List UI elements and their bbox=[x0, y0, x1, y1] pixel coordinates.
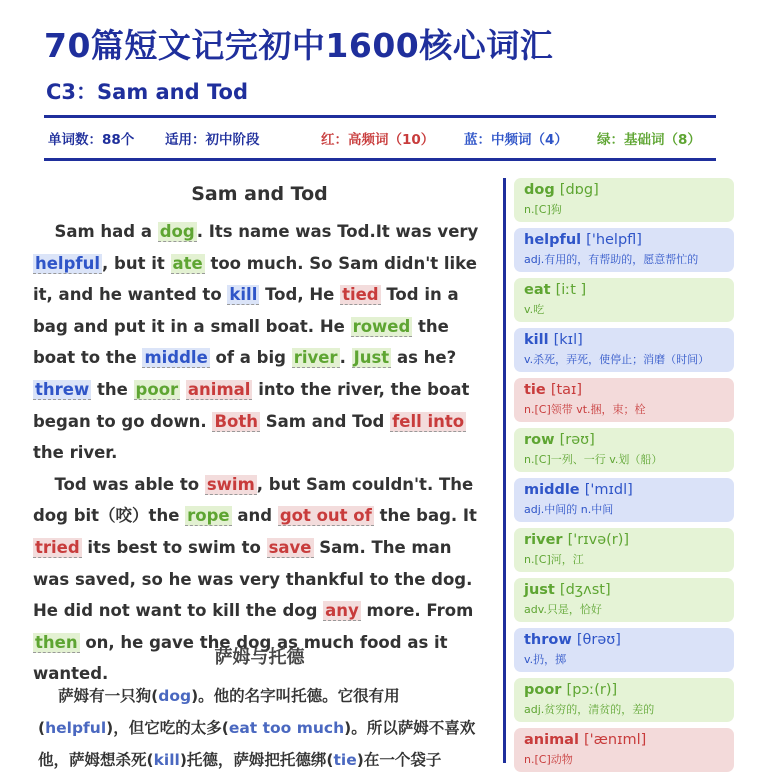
top-divider bbox=[44, 115, 716, 118]
vocab-card-helpful[interactable] bbox=[514, 228, 734, 272]
vocab-word[interactable]: swim bbox=[206, 474, 255, 494]
vocab-card-river[interactable] bbox=[514, 528, 734, 572]
vocab-card-middle[interactable] bbox=[514, 478, 734, 522]
vocab-word[interactable]: threw bbox=[35, 379, 90, 399]
vocab-headword bbox=[524, 731, 725, 750]
translation-keyword: dog bbox=[158, 687, 192, 705]
vocab-definition: n.[C]一列、一行 v.划（船） bbox=[524, 453, 663, 466]
page-title: 70篇短文记完初中1600核心词汇 bbox=[44, 26, 554, 65]
vocab-word[interactable]: dog bbox=[159, 222, 195, 241]
vocab-card-eat[interactable] bbox=[514, 278, 734, 322]
level-label: 适用：初中阶段 bbox=[165, 132, 260, 148]
vocab-word: middle bbox=[524, 482, 580, 498]
vocab-headword bbox=[524, 281, 725, 300]
vocab-card-just[interactable] bbox=[514, 578, 734, 622]
story-paragraph-1: Sam had a dog . Its name was Tod.It was very helpful , but it ate too much. So Sam didn't like it, and he wanted to kill Tod, He tied Tod in a bag and put it in a small boat. He rowed the boat to the middle of a big river . Just as he? threw the poor animal into the river, the boat began to go down. Both Sam and Tod fell into the river. bbox=[33, 222, 479, 463]
vocab-definition: n.[C]河，江 bbox=[524, 553, 584, 566]
vocab-word: just bbox=[524, 582, 555, 598]
vocab-word[interactable]: river bbox=[293, 348, 338, 368]
vocab-phonetic: ['ænɪml] bbox=[584, 732, 647, 748]
vocab-word[interactable]: animal bbox=[187, 379, 251, 399]
legend-green: 绿：基础词（8） bbox=[597, 132, 701, 148]
vocab-word: helpful bbox=[524, 232, 582, 248]
vocab-headword bbox=[524, 681, 725, 700]
vocab-phonetic: ['rɪvə(r)] bbox=[567, 532, 630, 548]
vocab-definition: adj.贫穷的，清贫的，差的 bbox=[524, 703, 655, 716]
vocab-word: kill bbox=[524, 332, 549, 348]
translation-keyword: helpful bbox=[45, 719, 107, 737]
vocab-word[interactable]: middle bbox=[144, 348, 208, 368]
vocab-word: row bbox=[524, 432, 555, 448]
vocab-word[interactable]: tried bbox=[35, 537, 80, 557]
vocab-headword bbox=[524, 331, 725, 350]
vocab-phonetic: ['mɪdl] bbox=[584, 482, 633, 498]
legend-blue: 蓝：中频词（4） bbox=[464, 132, 568, 148]
vocab-definition: n.[C]狗 bbox=[524, 203, 562, 216]
vocab-phonetic: ['helpfl] bbox=[586, 232, 642, 248]
vocab-headword bbox=[524, 531, 725, 550]
word-count: 单词数：88个 bbox=[48, 132, 135, 148]
vocab-list bbox=[514, 178, 734, 778]
vocab-phonetic: [dɒg] bbox=[559, 182, 599, 198]
vocab-definition: adj.有用的，有帮助的，愿意帮忙的 bbox=[524, 253, 699, 266]
vocab-word: eat bbox=[524, 282, 551, 298]
vocab-word: poor bbox=[524, 682, 562, 698]
vocab-word: tie bbox=[524, 382, 546, 398]
translation-paragraph: 萨姆有一只狗(dog)。他的名字叫托德。它很有用(helpful)，但它吃的太多(eat too much)。所以萨姆不喜欢他，萨姆想杀死(kill)托德，萨姆把托德绑(tie)在一个袋子 bbox=[38, 687, 476, 769]
vocab-card-row[interactable] bbox=[514, 428, 734, 472]
vocab-definition: adv.只是，恰好 bbox=[524, 603, 602, 616]
translation-title: 萨姆与托德 bbox=[214, 647, 305, 668]
vocab-card-tie[interactable] bbox=[514, 378, 734, 422]
vocab-card-dog[interactable] bbox=[514, 178, 734, 222]
vocab-definition: v.扔，掷 bbox=[524, 653, 567, 666]
vocab-word[interactable]: got out of bbox=[279, 506, 372, 526]
translation-keyword: kill bbox=[153, 751, 180, 769]
vocab-definition: v.杀死，弄死，使停止；消磨（时间） bbox=[524, 353, 710, 366]
vocab-word[interactable]: rowed bbox=[352, 316, 411, 336]
vocab-phonetic: [dʒʌst] bbox=[559, 582, 611, 598]
vocab-headword bbox=[524, 431, 725, 450]
vocab-headword bbox=[524, 181, 725, 200]
legend-red: 红：高频词（10） bbox=[321, 132, 435, 148]
vocab-phonetic: [rəʊ] bbox=[559, 432, 595, 448]
vocab-headword bbox=[524, 581, 725, 600]
lesson-subtitle: C3：Sam and Tod bbox=[46, 80, 248, 104]
story-text bbox=[33, 216, 488, 690]
vocab-word[interactable]: ate bbox=[172, 253, 203, 273]
vocab-card-poor[interactable] bbox=[514, 678, 734, 722]
vocab-card-throw[interactable] bbox=[514, 628, 734, 672]
translation-keyword: tie bbox=[333, 751, 357, 769]
vocab-word[interactable]: helpful bbox=[35, 253, 100, 273]
vocab-phonetic: [iːt ] bbox=[555, 282, 587, 298]
vocab-word[interactable]: kill bbox=[229, 285, 258, 305]
vocab-headword bbox=[524, 481, 725, 500]
vocab-word: dog bbox=[524, 182, 555, 198]
story-title: Sam and Tod bbox=[191, 183, 328, 205]
vocab-word[interactable]: fell into bbox=[392, 411, 465, 431]
vocab-definition: v.吃 bbox=[524, 303, 545, 316]
story-paragraph-2: Tod was able to swim , but Sam couldn't. The dog bit（咬）the rope and got out of the bag. It tried its best to swim to save Sam. The man was saved, so he was very thankful to the dog. He did not want to kill the dog any more. From then on, he gave the dog as much food as it wanted. bbox=[33, 474, 477, 684]
vocab-word[interactable]: Just bbox=[353, 348, 390, 368]
vocab-definition: adj.中间的 n.中间 bbox=[524, 503, 614, 516]
column-divider bbox=[503, 178, 506, 763]
translation-text bbox=[38, 680, 488, 776]
vocab-phonetic: [θrəʊ] bbox=[576, 632, 621, 648]
vocab-word[interactable]: rope bbox=[187, 506, 230, 526]
vocab-card-kill[interactable] bbox=[514, 328, 734, 372]
vocab-definition: n.[C]动物 bbox=[524, 753, 573, 766]
vocab-word[interactable]: any bbox=[325, 601, 359, 621]
vocab-word[interactable]: then bbox=[35, 632, 78, 652]
vocab-headword bbox=[524, 381, 725, 400]
vocab-word[interactable]: Both bbox=[214, 411, 258, 431]
vocab-phonetic: [taɪ] bbox=[550, 382, 583, 398]
vocab-phonetic: [pɔː(r)] bbox=[566, 682, 618, 698]
vocab-word[interactable]: save bbox=[268, 537, 312, 557]
vocab-card-animal[interactable] bbox=[514, 728, 734, 772]
vocab-headword bbox=[524, 631, 725, 650]
vocab-phonetic: [kɪl] bbox=[553, 332, 583, 348]
vocab-headword bbox=[524, 231, 725, 250]
translation-keyword: eat too much bbox=[228, 719, 345, 737]
vocab-word[interactable]: poor bbox=[135, 379, 179, 399]
vocab-word[interactable]: tied bbox=[342, 285, 379, 305]
vocab-word: animal bbox=[524, 732, 579, 748]
bottom-divider bbox=[44, 158, 716, 161]
vocab-word: throw bbox=[524, 632, 572, 648]
vocab-word: river bbox=[524, 532, 563, 548]
vocab-definition: n.[C]领带 vt.捆，束；栓 bbox=[524, 403, 646, 416]
